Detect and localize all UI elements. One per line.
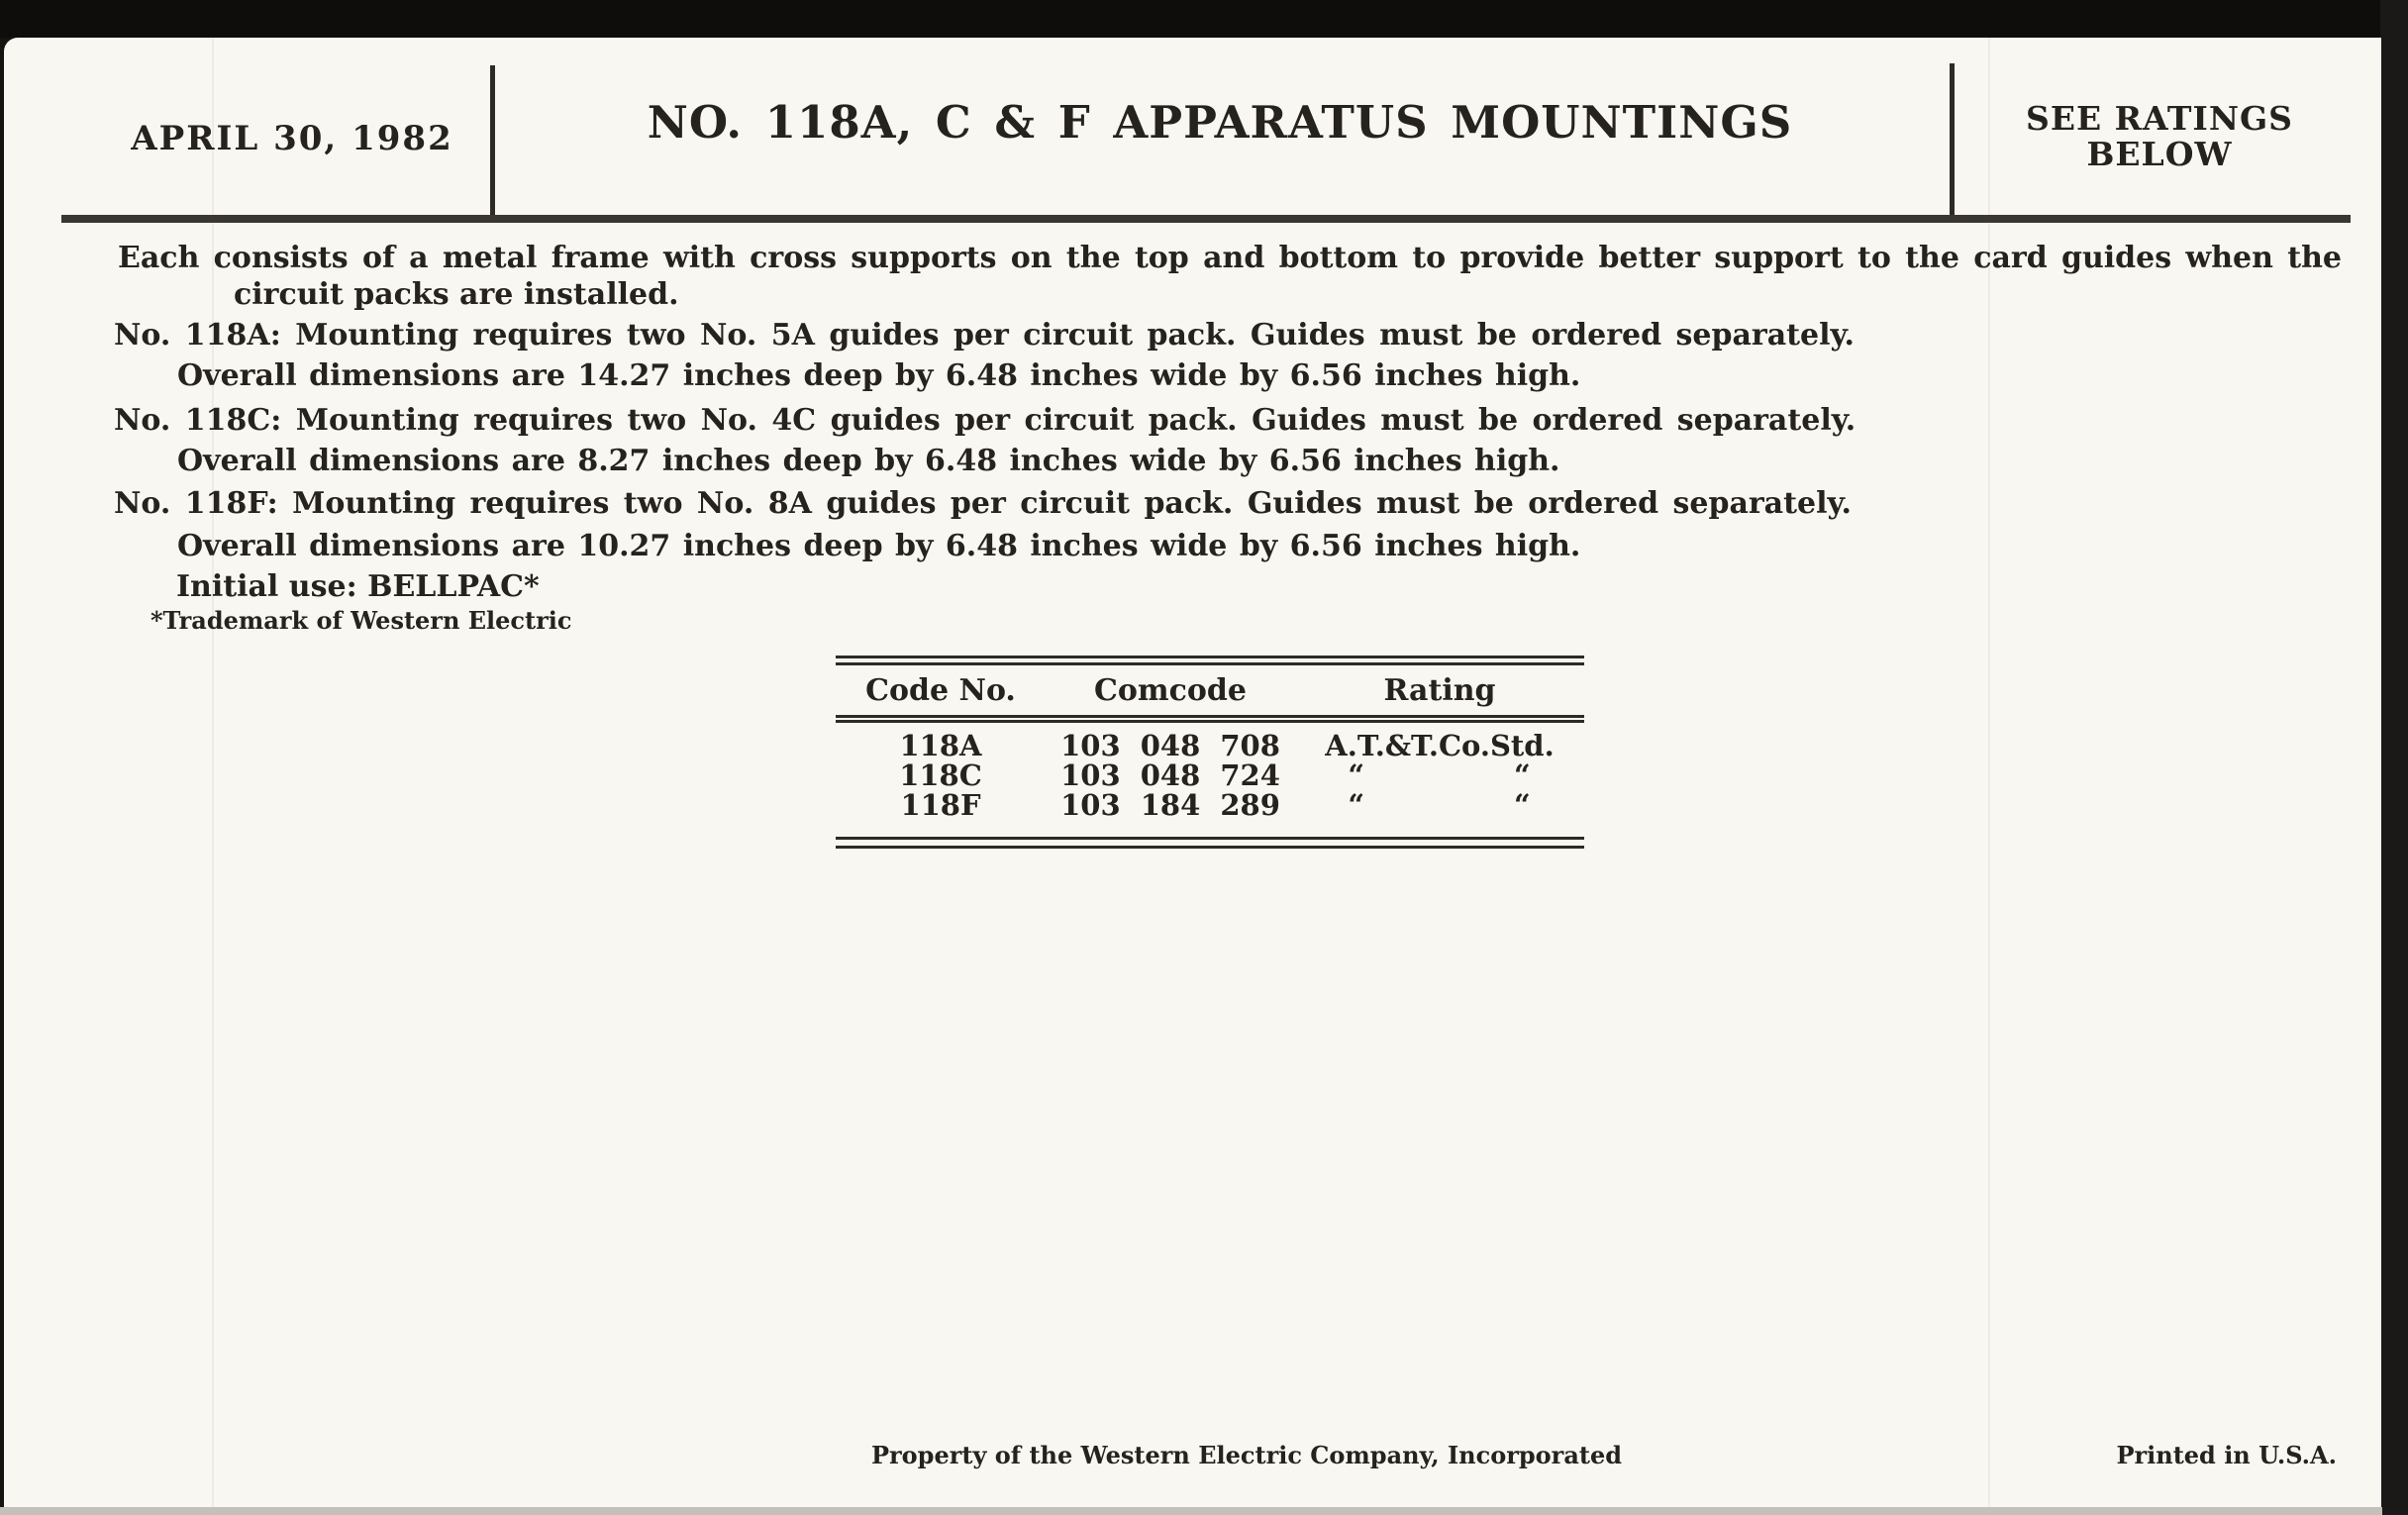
document-page (4, 38, 2381, 1507)
table-header-row (836, 665, 1584, 715)
header-divider-right (1950, 63, 1955, 218)
table-rule-bottom (836, 837, 1584, 849)
film-frame-right (2380, 0, 2408, 1515)
table-row (836, 760, 1584, 790)
table-row (836, 790, 1584, 820)
description-line: No. 118C: Mounting requires two No. 4C guides per circuit pack. Guides must be ordered separately. (114, 403, 1856, 438)
description-line: Initial use: BELLPAC* (176, 569, 540, 604)
table-cell-code: 118A (899, 729, 982, 762)
printed-in-note: Printed in U.S.A. (2116, 1441, 2337, 1469)
description-line: Overall dimensions are 10.27 inches deep by 6.48 inches wide by 6.56 inches high. (177, 529, 1581, 563)
table-cell-comcode: 103 048 708 (1060, 729, 1280, 762)
table-cell-rating: A.T.&T.Co.Std. (1325, 729, 1555, 762)
film-frame-top (0, 0, 2408, 38)
ratings-table (836, 656, 1584, 849)
table-cell-comcode: 103 048 724 (1060, 758, 1280, 792)
table-cell-rating-ditto: “ “ (1348, 788, 1532, 822)
table-cell-comcode: 103 184 289 (1060, 788, 1280, 822)
ratings-note (1950, 101, 2369, 172)
table-rule-top (836, 656, 1584, 665)
table-row (836, 731, 1584, 760)
table-cell-code: 118F (900, 788, 981, 822)
ratings-note-line1: SEE RATINGS (2025, 99, 2294, 138)
trademark-note: *Trademark of Western Electric (150, 606, 572, 635)
description-line: Each consists of a metal frame with cross supports on the top and bottom to provide better support to the card guides when the (118, 241, 2342, 275)
description-line: No. 118F: Mounting requires two No. 8A guides per circuit pack. Guides must be ordered separately. (114, 486, 1852, 521)
description-line: No. 118A: Mounting requires two No. 5A guides per circuit pack. Guides must be ordered separately. (114, 318, 1855, 353)
ratings-note-line2: BELOW (2086, 135, 2233, 173)
property-notice: Property of the Western Electric Company, Incorporated (870, 1441, 1623, 1469)
table-rule-mid (836, 715, 1584, 723)
issue-date: APRIL 30, 1982 (131, 119, 453, 158)
description-line: circuit packs are installed. (234, 277, 679, 312)
table-body (836, 723, 1584, 837)
table-cell-code: 118C (899, 758, 982, 792)
table-cell-rating-ditto: “ “ (1348, 758, 1532, 792)
film-frame-bottom-strip (0, 1507, 2382, 1515)
table-header-code: Code No. (865, 672, 1016, 708)
description-line: Overall dimensions are 14.27 inches deep by 6.48 inches wide by 6.56 inches high. (177, 358, 1581, 393)
table-header-rating: Rating (1383, 672, 1496, 708)
table-header-comcode: Comcode (1094, 672, 1247, 708)
page-title: NO. 118A, C & F APPARATUS MOUNTINGS (647, 96, 1793, 149)
header-divider-left (490, 65, 495, 218)
description-line: Overall dimensions are 8.27 inches deep by 6.48 inches wide by 6.56 inches high. (177, 444, 1560, 478)
header-rule (61, 215, 2351, 223)
